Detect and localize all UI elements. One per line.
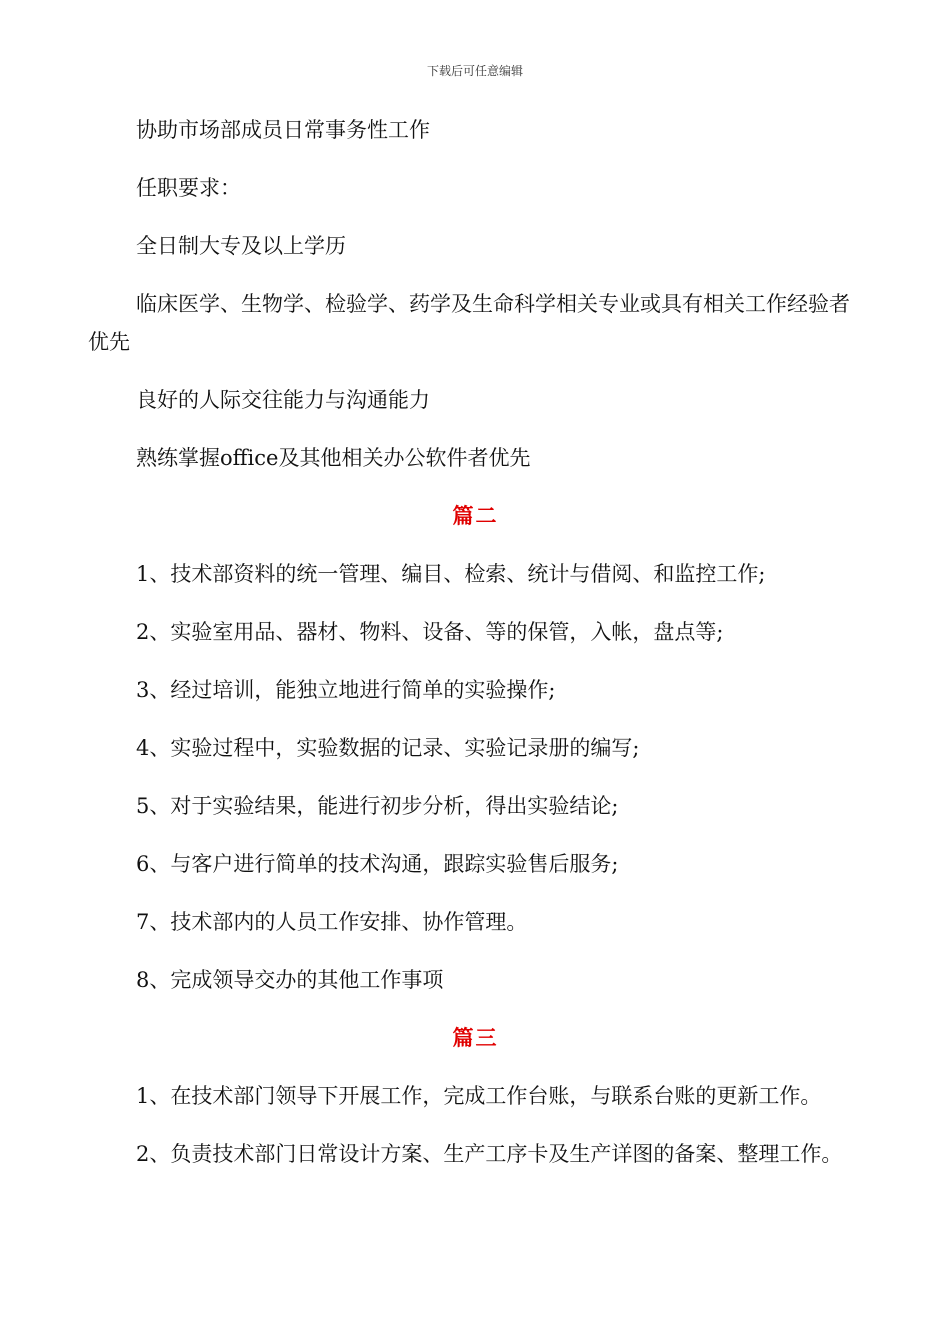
paragraph: 良好的人际交往能力与沟通能力: [136, 388, 430, 412]
paragraph: 全日制大专及以上学历: [136, 234, 346, 258]
list-item: 4、实验过程中，实验数据的记录、实验记录册的编写;: [136, 736, 640, 760]
list-item: 2、负责技术部门日常设计方案、生产工序卡及生产详图的备案、整理工作。: [136, 1142, 843, 1166]
document-body: [88, 111, 863, 1193]
list-item: 1、在技术部门领导下开展工作，完成工作台账，与联系台账的更新工作。: [136, 1084, 822, 1108]
paragraph: 熟练掌握office及其他相关办公软件者优先: [136, 446, 531, 470]
paragraph: 协助市场部成员日常事务性工作: [136, 118, 430, 142]
list-item: 8、完成领导交办的其他工作事项: [136, 968, 444, 992]
section-heading: 篇二: [452, 503, 499, 528]
paragraph: 临床医学、生物学、检验学、药学及生命科学相关专业或具有相关工作经验者优先: [88, 292, 850, 354]
list-item: 5、对于实验结果，能进行初步分析，得出实验结论;: [136, 794, 619, 818]
header-note: 下载后可任意编辑: [426, 64, 523, 78]
list-item: 2、实验室用品、器材、物料、设备、等的保管，入帐，盘点等;: [136, 620, 724, 644]
section-heading: 篇三: [452, 1025, 499, 1050]
list-item: 6、与客户进行简单的技术沟通，跟踪实验售后服务;: [136, 852, 619, 876]
list-item: 7、技术部内的人员工作安排、协作管理。: [136, 910, 528, 934]
list-item: 3、经过培训，能独立地进行简单的实验操作;: [136, 678, 556, 702]
paragraph: 任职要求：: [136, 176, 241, 200]
list-item: 1、技术部资料的统一管理、编目、检索、统计与借阅、和监控工作;: [136, 562, 766, 586]
